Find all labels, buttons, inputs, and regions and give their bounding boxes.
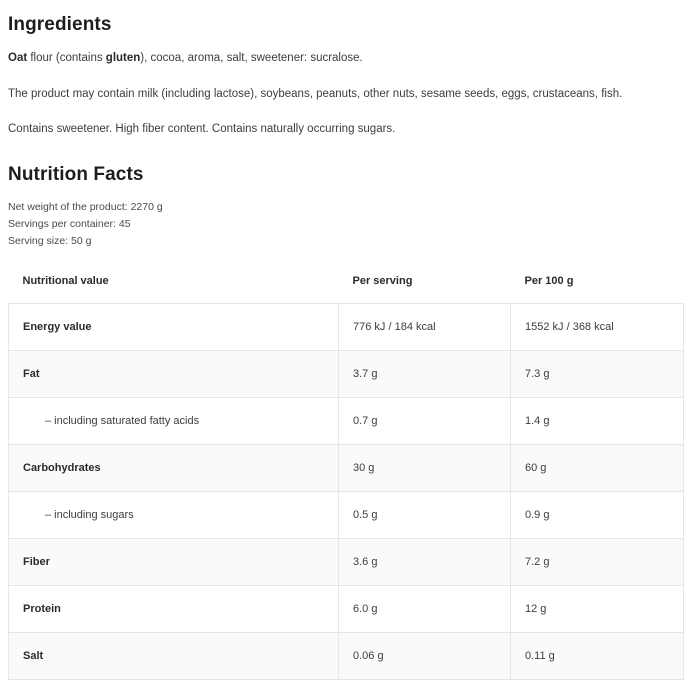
row-per-serving-value: 0.5 g (339, 492, 511, 539)
row-per-100g-value: 0.9 g (511, 492, 684, 539)
row-per-serving-value: 6.0 g (339, 586, 511, 633)
ingredient-text-part-1: flour (contains (27, 52, 106, 64)
row-per-100g-value: 7.2 g (511, 539, 684, 586)
nutrition-table-body (9, 304, 684, 680)
row-per-serving-value: 30 g (339, 445, 511, 492)
table-row (9, 351, 684, 398)
row-per-100g-value: 7.3 g (511, 351, 684, 398)
row-per-serving-value: 776 kJ / 184 kcal (339, 304, 511, 351)
table-row (9, 586, 684, 633)
row-per-serving-value: 3.6 g (339, 539, 511, 586)
nutrition-facts-heading: Nutrition Facts (8, 164, 144, 186)
table-row (9, 539, 684, 586)
row-per-100g-value: 1552 kJ / 368 kcal (511, 304, 684, 351)
additional-notes-text: Contains sweetener. High fiber content. Contains naturally occurring sugars. (8, 123, 396, 136)
nutrition-table-header-row (9, 267, 684, 304)
net-weight-text: Net weight of the product: 2270 g (8, 201, 163, 214)
row-label: Protein (9, 586, 339, 633)
ingredients-heading: Ingredients (8, 14, 112, 35)
row-per-serving-value: 3.7 g (339, 351, 511, 398)
table-row (9, 398, 684, 445)
allergen-may-contain-text: The product may contain milk (including lactose), soybeans, peanuts, other nuts, sesame seeds, eggs, crustaceans, fish. (8, 87, 623, 100)
row-label: – including sugars (9, 492, 339, 539)
ingredients-composition-text (8, 50, 683, 67)
column-header-per-100g: Per 100 g (511, 267, 684, 304)
row-per-100g-value: 1.4 g (511, 398, 684, 445)
row-per-100g-value: 12 g (511, 586, 684, 633)
servings-per-container-text: Servings per container: 45 (8, 218, 131, 231)
row-label: Fiber (9, 539, 339, 586)
ingredient-gluten-bold: gluten (105, 52, 141, 64)
row-label: Salt (9, 633, 339, 680)
nutrition-table-head (9, 267, 684, 304)
row-per-serving-value: 0.06 g (339, 633, 511, 680)
table-row (9, 492, 684, 539)
row-per-serving-value: 0.7 g (339, 398, 511, 445)
row-per-100g-value: 60 g (511, 445, 684, 492)
ingredient-text-part-2: ), cocoa, aroma, salt, sweetener: sucralose. (140, 52, 363, 64)
row-label: Fat (9, 351, 339, 398)
table-row (9, 633, 684, 680)
serving-size-text: Serving size: 50 g (8, 235, 92, 248)
table-row (9, 304, 684, 351)
row-label: Carbohydrates (9, 445, 339, 492)
table-row (9, 445, 684, 492)
row-per-100g-value: 0.11 g (511, 633, 684, 680)
row-label: – including saturated fatty acids (9, 398, 339, 445)
column-header-per-serving: Per serving (339, 267, 511, 304)
nutrition-facts-table (8, 267, 684, 680)
column-header-nutritional-value: Nutritional value (9, 267, 339, 304)
ingredient-oat-bold: Oat (8, 52, 28, 64)
row-label: Energy value (9, 304, 339, 351)
